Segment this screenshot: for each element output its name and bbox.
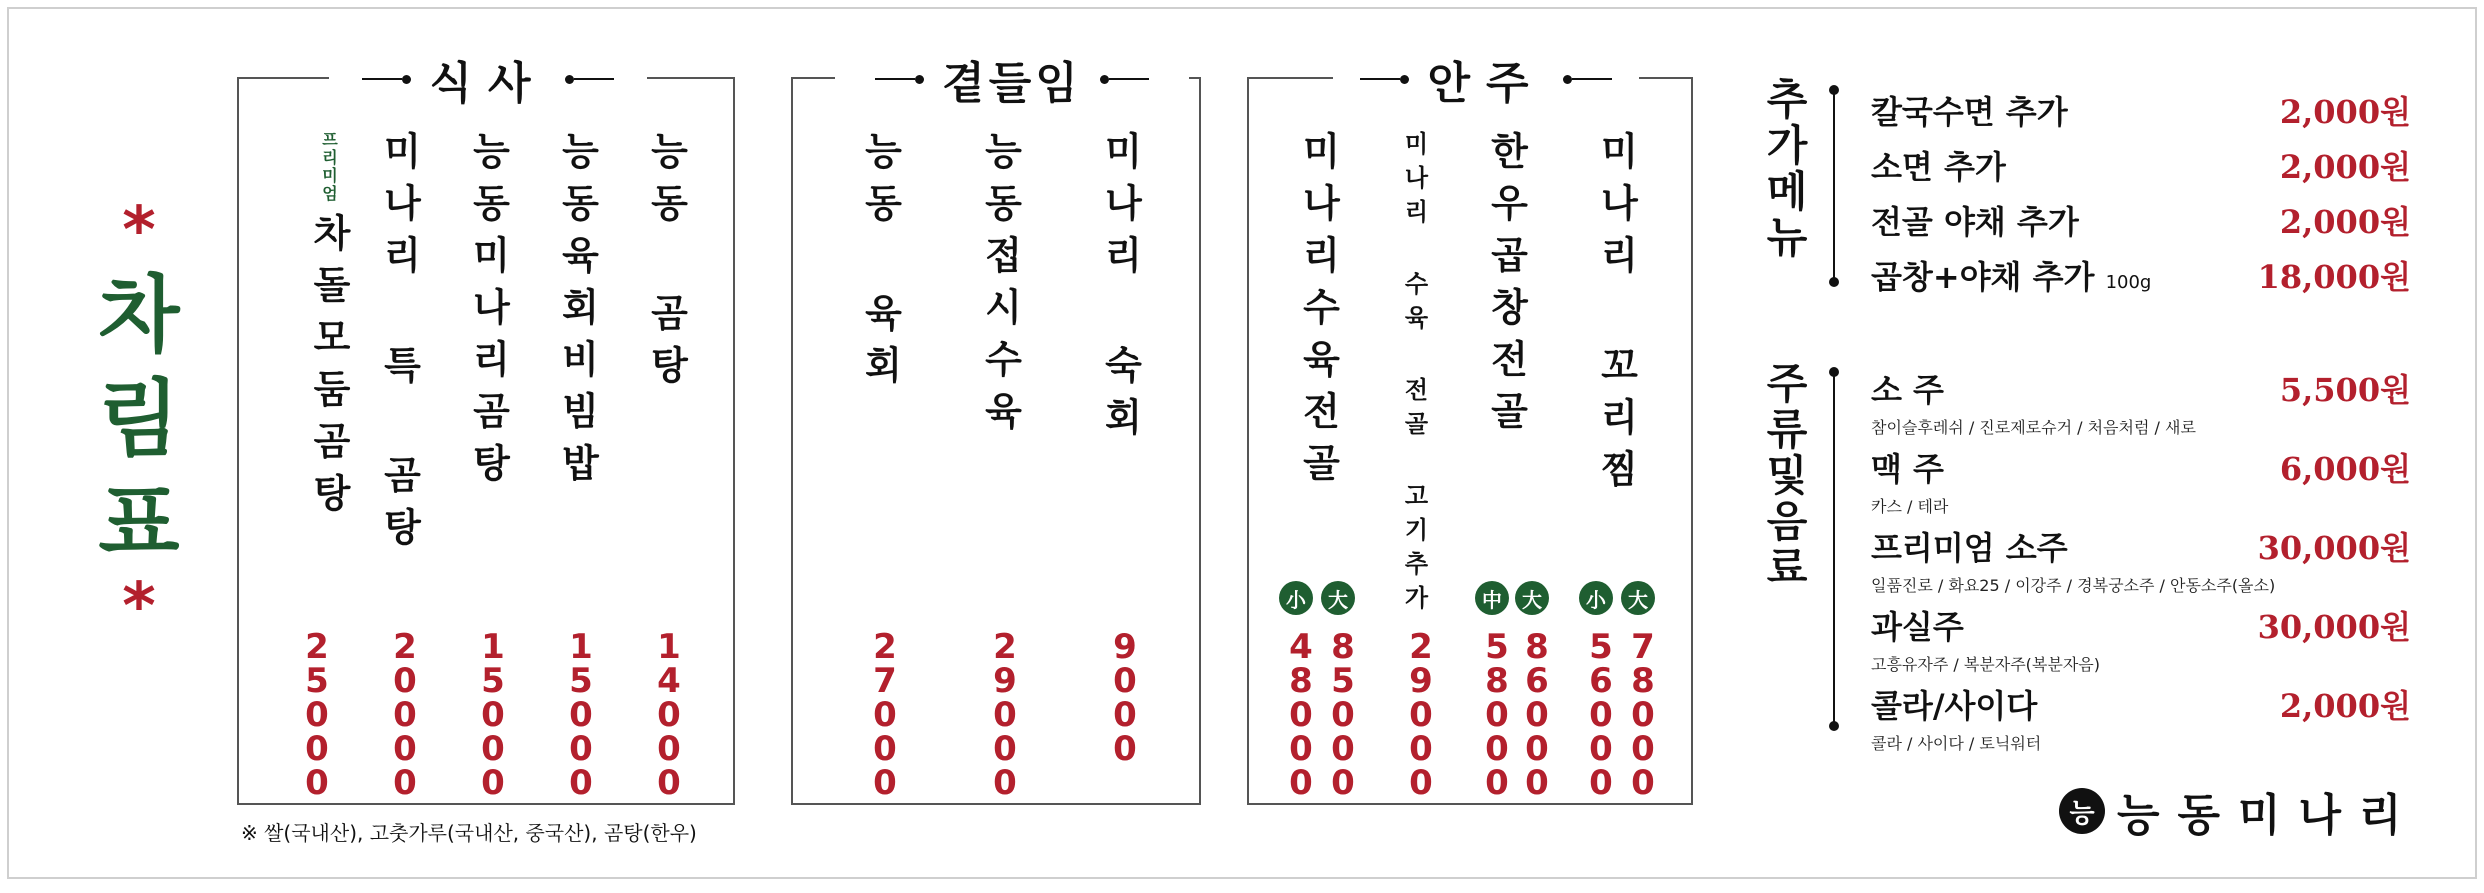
menu-item-price: 14000 — [649, 627, 689, 797]
drink-name: 소 주 — [1871, 371, 1944, 409]
menu-item-price-large: 86000 — [1517, 627, 1557, 797]
menu-item-price: 25000 — [297, 627, 337, 797]
title-star-top: * — [122, 194, 156, 268]
drink-row — [1871, 365, 2411, 438]
menu-item-price-medium: 58000 — [1477, 627, 1517, 797]
size-badge-small: 小 — [1579, 581, 1613, 615]
menu-board — [7, 7, 2477, 879]
size-badge-large: 大 — [1321, 581, 1355, 615]
menu-item-meal-2 — [372, 131, 427, 559]
premium-label: 프리미엄 — [319, 131, 339, 203]
menu-item-side-3 — [1093, 131, 1148, 449]
brand-logo-icon: 능 — [2059, 788, 2105, 834]
menu-item-side-2 — [973, 131, 1028, 443]
size-badge-medium: 中 — [1475, 581, 1509, 615]
bracket-dot — [1829, 85, 1839, 95]
menu-item-name: 능동육회비빔밥 — [555, 131, 599, 495]
meals-heading — [329, 49, 647, 109]
extra-menu-row — [1871, 197, 2411, 243]
drink-row — [1871, 681, 2411, 754]
drink-row — [1871, 523, 2411, 596]
menu-item-name: 미나리 꼬리찜 — [1594, 131, 1638, 501]
anju-heading-text: 안주 — [1427, 58, 1545, 109]
menu-item-price: 9000 — [1105, 627, 1145, 763]
size-badge-large: 大 — [1621, 581, 1655, 615]
menu-item-price-large: 78000 — [1623, 627, 1663, 797]
extra-item-name: 전골 야채 추가 — [1871, 203, 2079, 241]
menu-item-name: 미나리 수육 전골 고기추가 — [1400, 131, 1428, 619]
menu-item-name: 미나리수육전골 — [1296, 131, 1340, 495]
menu-item-meal-4 — [550, 131, 605, 495]
menu-item-anju-4 — [1589, 131, 1644, 501]
drink-row — [1871, 444, 2411, 517]
extra-item-name-text: 곱창+야채 추가 — [1871, 258, 2095, 296]
drink-row — [1871, 602, 2411, 675]
extra-item-name: 소면 추가 — [1871, 148, 2006, 186]
origin-note: ※ 쌀(국내산), 고춧가루(국내산, 중국산), 곰탕(한우) — [241, 821, 697, 845]
menu-item-name: 능동접시수육 — [978, 131, 1022, 443]
menu-item-price: 20000 — [385, 627, 425, 797]
drink-name: 콜라/사이다 — [1871, 687, 2038, 725]
size-badge-large: 大 — [1515, 581, 1549, 615]
drink-brands: 콜라 / 사이다 / 토닉워터 — [1871, 734, 2042, 753]
bracket-dot — [1829, 367, 1839, 377]
drink-name: 프리미엄 소주 — [1871, 529, 2068, 567]
menu-item-meal-5 — [639, 131, 694, 397]
title-char-1: 차 — [98, 266, 180, 364]
menu-item-name: 차돌모둠곰탕 — [306, 213, 351, 525]
title-char-3: 표 — [98, 474, 180, 572]
drink-price: 6,000원 — [2279, 450, 2411, 488]
drinks-heading: 주류및음료 — [1760, 361, 1809, 591]
drink-name: 과실주 — [1871, 608, 1964, 646]
sides-heading-text: 곁들임 — [942, 58, 1082, 109]
menu-item-price: 15000 — [561, 627, 601, 797]
menu-item-price: 27000 — [865, 627, 905, 797]
menu-item-meal-1 — [283, 131, 375, 525]
menu-item-anju-3 — [1479, 131, 1534, 443]
menu-item-name: 한우곱창전골 — [1484, 131, 1528, 443]
size-badge-small: 小 — [1279, 581, 1313, 615]
menu-item-name: 능동 육회 — [858, 131, 902, 397]
menu-item-price: 15000 — [473, 627, 513, 797]
bracket-dot — [1829, 277, 1839, 287]
menu-item-price-small: 48000 — [1281, 627, 1321, 797]
title-char-2: 림 — [98, 370, 180, 468]
menu-item-meal-3 — [461, 131, 516, 495]
menu-item-anju-1 — [1291, 131, 1346, 495]
anju-section — [1247, 58, 1693, 805]
menu-item-price-small: 56000 — [1581, 627, 1621, 797]
brand-logo — [2059, 779, 2420, 843]
drink-brands: 카스 / 테라 — [1871, 497, 1949, 516]
extra-item-price: 18,000원 — [2257, 258, 2411, 296]
drink-price: 5,500원 — [2279, 371, 2411, 409]
brand-logo-text: 능동미나리 — [2117, 790, 2420, 841]
extra-item-price: 2,000원 — [2279, 93, 2411, 131]
meals-heading-text: 식사 — [429, 58, 547, 109]
extra-item-unit: 100g — [2105, 272, 2152, 293]
menu-item-price: 29000 — [985, 627, 1025, 797]
extra-menu-bracket — [1833, 91, 1835, 281]
drinks-bracket — [1833, 373, 1835, 725]
anju-heading — [1333, 49, 1639, 109]
extra-menu-row — [1871, 252, 2411, 298]
extra-menu-row — [1871, 142, 2411, 188]
bracket-dot — [1829, 721, 1839, 731]
menu-item-name: 미나리 숙회 — [1098, 131, 1142, 449]
drink-price: 30,000원 — [2257, 529, 2411, 567]
drink-brands: 참이슬후레쉬 / 진로제로슈거 / 처음처럼 / 새로 — [1871, 418, 2196, 437]
drink-brands: 고흥유자주 / 복분자주(복분자음) — [1871, 655, 2100, 674]
menu-item-price-large: 85000 — [1323, 627, 1363, 797]
drink-brands: 일품진로 / 화요25 / 이강주 / 경복궁소주 / 안동소주(올소) — [1871, 576, 2276, 595]
drink-price: 30,000원 — [2257, 608, 2411, 646]
menu-item-name: 미나리 특 곰탕 — [377, 131, 421, 559]
title-star-bottom: * — [122, 570, 156, 644]
meals-section — [237, 58, 735, 805]
sides-section — [791, 58, 1201, 805]
menu-item-side-1 — [853, 131, 908, 397]
drink-name: 맥 주 — [1871, 450, 1944, 488]
menu-item-name: 능동미나리곰탕 — [466, 131, 510, 495]
sides-heading — [835, 49, 1189, 109]
extra-item-name: 칼국수면 추가 — [1871, 93, 2068, 131]
menu-item-anju-2 — [1397, 131, 1432, 619]
extra-item-price: 2,000원 — [2279, 148, 2411, 186]
extra-menu-heading: 추가메뉴 — [1760, 77, 1809, 261]
menu-title — [64, 194, 214, 644]
menu-item-name: 능동 곰탕 — [644, 131, 688, 397]
extra-item-price: 2,000원 — [2279, 203, 2411, 241]
drink-price: 2,000원 — [2279, 687, 2411, 725]
extra-menu-row — [1871, 87, 2411, 133]
menu-item-price: 29000 — [1401, 627, 1441, 797]
